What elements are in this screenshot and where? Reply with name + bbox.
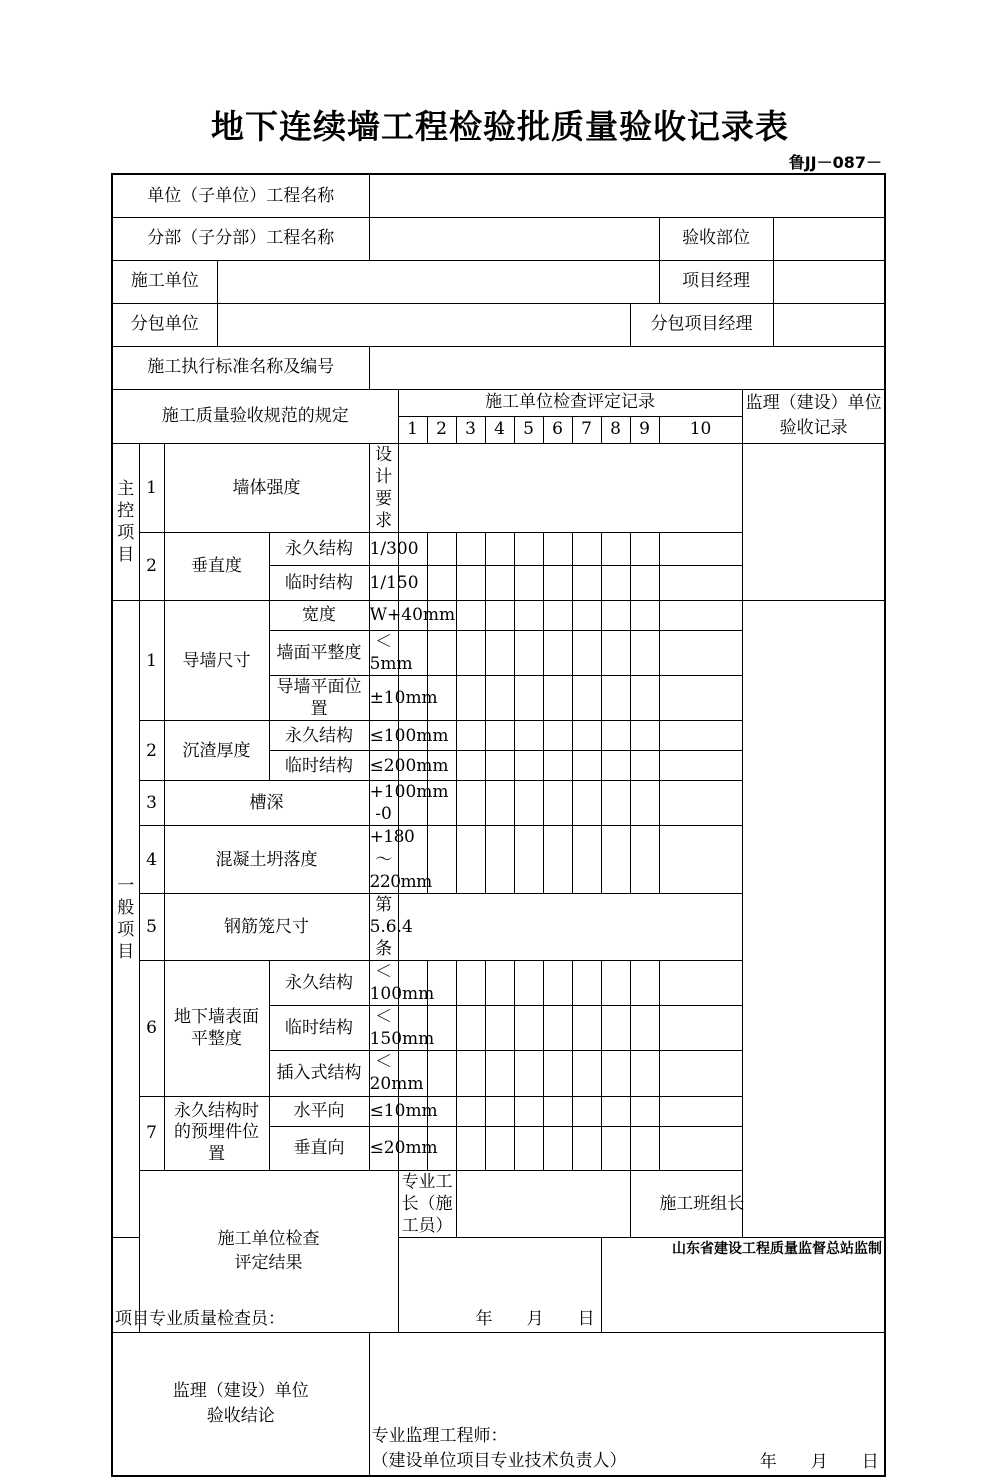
sub-item-name: 临时结构 [269, 565, 369, 600]
check-cell[interactable] [572, 1096, 601, 1126]
sub-item-name: 永久结构 [269, 721, 369, 751]
check-cell[interactable] [456, 630, 485, 675]
check-cell[interactable] [543, 1006, 572, 1051]
item-no: 1 [139, 600, 164, 720]
subcontract-unit-value[interactable] [217, 303, 630, 346]
item-requirement: 第5.6.4条 [369, 894, 413, 959]
check-cell[interactable] [630, 630, 659, 675]
sub-project-name-label: 分部（子分部）工程名称 [112, 217, 369, 260]
acceptance-part-label: 验收部位 [659, 217, 773, 260]
check-cell[interactable] [543, 1126, 572, 1170]
item-requirement: 1/300 [369, 532, 398, 565]
check-cell[interactable] [659, 676, 742, 721]
check-cell[interactable] [514, 600, 543, 630]
check-cell[interactable] [659, 961, 742, 1006]
check-cell[interactable] [630, 600, 659, 630]
check-cell[interactable] [630, 1126, 659, 1170]
check-record-header: 施工单位检查评定记录 [398, 389, 742, 416]
sub-item-name: 临时结构 [269, 1006, 369, 1051]
check-cell[interactable] [659, 565, 742, 600]
item-no: 2 [139, 721, 164, 781]
check-cell[interactable] [485, 1051, 514, 1096]
check-cell[interactable] [485, 630, 514, 675]
check-cell[interactable] [485, 600, 514, 630]
construction-unit-label: 施工单位 [112, 260, 217, 303]
check-cell[interactable] [630, 751, 659, 781]
item-name: 钢筋笼尺寸 [164, 893, 369, 960]
sub-item-name: 永久结构 [269, 961, 369, 1006]
spec-header: 施工质量验收规范的规定 [112, 389, 398, 443]
check-cell[interactable] [543, 781, 572, 826]
check-cell[interactable] [659, 532, 742, 565]
check-cell[interactable] [543, 751, 572, 781]
item-requirement: W+40mm [369, 600, 398, 630]
check-cell[interactable] [601, 826, 630, 893]
check-number: 2 [427, 416, 456, 443]
check-cell[interactable] [659, 1051, 742, 1096]
sub-item-name: 宽度 [269, 600, 369, 630]
check-cell[interactable] [630, 1006, 659, 1051]
check-cell[interactable] [485, 565, 514, 600]
sub-item-name: 临时结构 [269, 751, 369, 781]
item-requirement: ＜20mm [369, 1052, 424, 1095]
item-requirement: 1/150 [369, 565, 398, 600]
check-cell[interactable] [456, 1006, 485, 1051]
check-cell[interactable] [659, 630, 742, 675]
item-name: 垂直度 [164, 532, 269, 600]
check-cell[interactable] [456, 600, 485, 630]
team-leader-label: 施工班组长 [630, 1170, 773, 1237]
item-requirement: ＜100mm [369, 962, 435, 1005]
check-cell[interactable] [485, 826, 514, 893]
check-cell[interactable] [543, 1096, 572, 1126]
check-cell[interactable] [601, 1006, 630, 1051]
check-number: 6 [543, 416, 572, 443]
check-cell[interactable] [630, 1096, 659, 1126]
item-requirement: ≤200mm [369, 751, 398, 781]
check-cell[interactable] [543, 630, 572, 675]
check-number: 9 [630, 416, 659, 443]
footer-issuer: 山东省建设工程质量监督总站监制 [672, 1241, 882, 1257]
check-cell[interactable] [601, 532, 630, 565]
check-cell[interactable] [456, 781, 485, 826]
supervision-record-main[interactable] [742, 443, 885, 600]
item-requirement: 设计要求 [369, 443, 398, 532]
check-cell[interactable] [514, 751, 543, 781]
item-name: 导墙尺寸 [164, 600, 269, 720]
check-cell[interactable] [543, 600, 572, 630]
check-cell[interactable] [543, 961, 572, 1006]
check-cell[interactable] [572, 721, 601, 751]
check-cell[interactable] [630, 676, 659, 721]
item-requirement: ≤20mm [369, 1126, 398, 1170]
check-cell[interactable] [514, 1096, 543, 1126]
item-name: 永久结构时 的预埋件位 置 [164, 1096, 269, 1170]
check-cell[interactable] [601, 1096, 630, 1126]
check-cell[interactable] [543, 532, 572, 565]
check-cell[interactable] [514, 1126, 543, 1170]
sub-item-name: 永久结构 [269, 532, 369, 565]
acceptance-record-table [111, 173, 886, 1477]
item-requirement: +180～220mm [369, 827, 432, 892]
item-no: 3 [139, 781, 164, 826]
project-manager-label: 项目经理 [659, 260, 773, 303]
item-name: 墙体强度 [164, 443, 369, 532]
check-cell[interactable] [543, 1051, 572, 1096]
item-no: 5 [139, 893, 164, 960]
check-number: 3 [456, 416, 485, 443]
check-cell[interactable] [659, 751, 742, 781]
check-cell[interactable] [601, 1051, 630, 1096]
supervision-record-general[interactable] [742, 600, 885, 1237]
check-cell[interactable] [456, 826, 485, 893]
check-cell[interactable] [630, 721, 659, 751]
check-cell[interactable] [601, 781, 630, 826]
inspection-date: 年 月 日 [475, 1308, 595, 1329]
check-cell[interactable] [601, 565, 630, 600]
check-cell[interactable] [630, 565, 659, 600]
check-cell[interactable] [601, 630, 630, 675]
check-cell[interactable] [485, 532, 514, 565]
supervision-result-area[interactable] [369, 1332, 885, 1476]
standard-name-value[interactable] [369, 346, 885, 389]
sub-item-name: 导墙平面位置 [269, 676, 369, 721]
check-cell[interactable] [427, 532, 456, 565]
check-cell[interactable] [572, 826, 601, 893]
check-cell[interactable] [572, 1126, 601, 1170]
item-no: 4 [139, 826, 164, 893]
check-cell[interactable] [485, 751, 514, 781]
check-cell[interactable] [514, 781, 543, 826]
construction-result-area[interactable] [112, 1237, 601, 1332]
check-cell[interactable] [659, 721, 742, 751]
check-cell[interactable] [659, 1126, 742, 1170]
general-label: 一 般 项 目 [112, 600, 139, 1237]
check-number: 5 [514, 416, 543, 443]
check-cell[interactable] [456, 1126, 485, 1170]
check-cell[interactable] [543, 721, 572, 751]
item-requirement: ＜5mm [369, 631, 413, 674]
check-cell-merged[interactable] [398, 443, 742, 532]
check-cell[interactable] [485, 1006, 514, 1051]
item-requirement: ±10mm [369, 676, 398, 721]
check-cell[interactable] [543, 676, 572, 721]
sub-item-name: 插入式结构 [269, 1051, 369, 1096]
check-cell[interactable] [427, 1051, 456, 1096]
check-cell[interactable] [601, 676, 630, 721]
check-cell[interactable] [572, 565, 601, 600]
acceptance-part-value[interactable] [773, 217, 885, 260]
item-name: 混凝土坍落度 [164, 826, 369, 893]
check-cell[interactable] [601, 1126, 630, 1170]
check-cell[interactable] [456, 721, 485, 751]
check-cell[interactable] [456, 1051, 485, 1096]
check-cell[interactable] [601, 721, 630, 751]
item-name: 槽深 [164, 781, 369, 826]
check-cell[interactable] [514, 565, 543, 600]
check-number: 8 [601, 416, 630, 443]
supervision-header: 监理（建设）单位验收记录 [742, 389, 885, 443]
check-cell[interactable] [659, 826, 742, 893]
standard-name-label: 施工执行标准名称及编号 [112, 346, 369, 389]
check-cell[interactable] [514, 1006, 543, 1051]
item-no: 2 [139, 532, 164, 600]
sub-item-name: 水平向 [269, 1096, 369, 1126]
foreman-value[interactable] [456, 1170, 630, 1237]
check-cell[interactable] [514, 961, 543, 1006]
item-no: 7 [139, 1096, 164, 1170]
check-cell[interactable] [456, 961, 485, 1006]
item-requirement: ≤100mm [369, 721, 398, 751]
check-cell[interactable] [659, 600, 742, 630]
page-title: 地下连续墙工程检验批质量验收记录表 [211, 107, 789, 146]
check-cell[interactable] [572, 751, 601, 781]
item-no: 1 [139, 443, 164, 532]
check-number: 10 [659, 416, 742, 443]
check-cell[interactable] [572, 676, 601, 721]
check-cell[interactable] [630, 781, 659, 826]
check-number: 7 [572, 416, 601, 443]
check-cell[interactable] [601, 751, 630, 781]
unit-project-name-value[interactable] [369, 174, 885, 217]
check-cell[interactable] [572, 532, 601, 565]
subcontract-manager-value[interactable] [773, 303, 885, 346]
supervision-engineer-label: 专业监理工程师： （建设单位项目专业技术负责人） [371, 1426, 627, 1471]
check-cell[interactable] [601, 600, 630, 630]
item-name: 地下墙表面 平整度 [164, 961, 269, 1097]
check-cell[interactable] [543, 565, 572, 600]
inspector-label: 项目专业质量检查员： [115, 1308, 285, 1329]
check-cell[interactable] [456, 751, 485, 781]
check-cell[interactable] [485, 781, 514, 826]
check-cell[interactable] [485, 1096, 514, 1126]
item-name: 沉渣厚度 [164, 721, 269, 781]
check-cell[interactable] [601, 961, 630, 1006]
subcontract-unit-label: 分包单位 [112, 303, 217, 346]
construction-result-label: 施工单位检查 评定结果 [139, 1170, 398, 1332]
check-number: 1 [398, 416, 427, 443]
check-cell[interactable] [630, 826, 659, 893]
check-cell[interactable] [572, 630, 601, 675]
check-cell[interactable] [456, 676, 485, 721]
check-cell[interactable] [514, 676, 543, 721]
check-cell[interactable] [659, 1006, 742, 1051]
unit-project-name-label: 单位（子单位）工程名称 [112, 174, 369, 217]
construction-unit-value[interactable] [217, 260, 659, 303]
main-control-label: 主 控 项 目 [112, 443, 139, 600]
check-cell[interactable] [427, 630, 456, 675]
check-cell[interactable] [514, 1051, 543, 1096]
foreman-label: 专业工长（施工员） [398, 1170, 456, 1237]
check-cell[interactable] [572, 1051, 601, 1096]
item-requirement: ＜150mm [369, 1007, 435, 1050]
sub-item-name: 垂直向 [269, 1126, 369, 1170]
project-manager-value[interactable] [773, 260, 885, 303]
check-cell[interactable] [630, 1051, 659, 1096]
check-cell[interactable] [456, 565, 485, 600]
check-cell[interactable] [456, 1096, 485, 1126]
sub-project-name-value[interactable] [369, 217, 659, 260]
item-requirement: +100mm -0 [369, 782, 449, 825]
check-cell[interactable] [485, 721, 514, 751]
check-cell[interactable] [485, 1126, 514, 1170]
check-cell[interactable] [427, 565, 456, 600]
check-cell[interactable] [659, 781, 742, 826]
check-number: 4 [485, 416, 514, 443]
sub-item-name: 墙面平整度 [269, 630, 369, 675]
supervision-result-label: 监理（建设）单位 验收结论 [112, 1332, 369, 1476]
check-cell[interactable] [572, 600, 601, 630]
check-cell[interactable] [485, 676, 514, 721]
check-cell[interactable] [543, 826, 572, 893]
subcontract-manager-label: 分包项目经理 [630, 303, 773, 346]
check-cell[interactable] [514, 826, 543, 893]
check-cell[interactable] [572, 781, 601, 826]
check-cell[interactable] [514, 532, 543, 565]
item-no: 6 [139, 961, 164, 1097]
check-cell[interactable] [630, 532, 659, 565]
check-cell[interactable] [514, 721, 543, 751]
check-cell[interactable] [572, 1006, 601, 1051]
check-cell[interactable] [456, 532, 485, 565]
item-requirement: ≤10mm [369, 1096, 398, 1126]
supervision-date: 年 月 日 [759, 1452, 879, 1473]
check-cell-merged[interactable] [398, 893, 742, 960]
check-cell[interactable] [630, 961, 659, 1006]
form-code: 鲁JJ－087－ [788, 153, 882, 172]
check-cell[interactable] [485, 961, 514, 1006]
check-cell[interactable] [514, 630, 543, 675]
check-cell[interactable] [659, 1096, 742, 1126]
check-cell[interactable] [572, 961, 601, 1006]
